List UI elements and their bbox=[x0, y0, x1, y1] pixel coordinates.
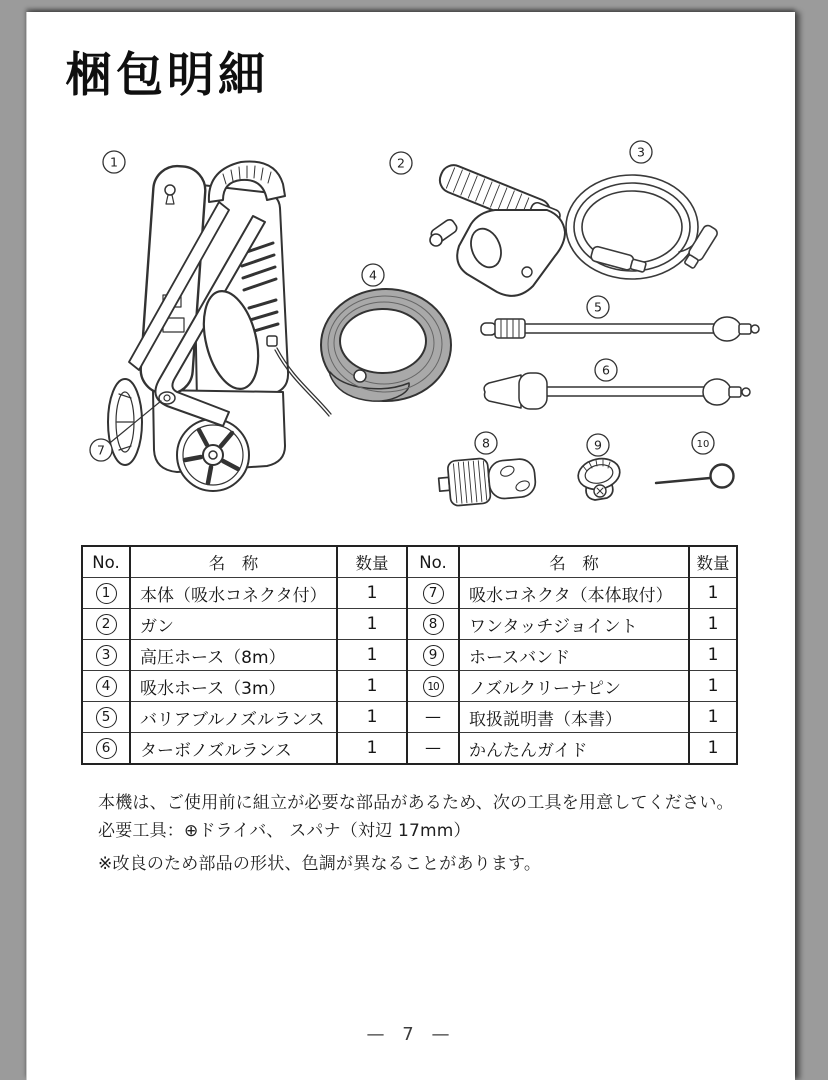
item-number: 1 bbox=[96, 583, 117, 604]
item-name: ノズルクリーナピン bbox=[459, 671, 689, 702]
col-header-name: 名 称 bbox=[130, 546, 337, 578]
item-qty: 1 bbox=[689, 640, 737, 671]
item-number: 5 bbox=[96, 707, 117, 728]
item-name: バリアブルノズルランス bbox=[130, 702, 337, 733]
item-number: 9 bbox=[423, 645, 444, 666]
cleaner-pin-drawing bbox=[656, 465, 734, 488]
manual-page bbox=[26, 12, 795, 1080]
item-qty: 1 bbox=[337, 733, 407, 765]
hose-band-drawing bbox=[575, 455, 622, 500]
callout-7 bbox=[90, 439, 112, 461]
table-row bbox=[82, 640, 737, 671]
high-pressure-hose-drawing bbox=[566, 175, 719, 279]
svg-text:2: 2 bbox=[397, 155, 405, 171]
table-row bbox=[82, 609, 737, 640]
item-number: — bbox=[425, 707, 441, 726]
item-qty: 1 bbox=[337, 640, 407, 671]
item-number: — bbox=[425, 738, 441, 757]
callout-5 bbox=[587, 296, 609, 318]
svg-text:9: 9 bbox=[594, 437, 602, 453]
item-qty: 1 bbox=[337, 671, 407, 702]
packing-illustration bbox=[27, 140, 795, 532]
callout-10 bbox=[692, 432, 714, 454]
item-number: 3 bbox=[96, 645, 117, 666]
col-header-no: No. bbox=[407, 546, 459, 578]
col-header-qty: 数量 bbox=[337, 546, 407, 578]
table-row bbox=[82, 733, 737, 765]
item-name: 吸水ホース（3m） bbox=[130, 671, 337, 702]
svg-text:4: 4 bbox=[369, 267, 377, 283]
callout-6 bbox=[595, 359, 617, 381]
item-name: かんたんガイド bbox=[459, 733, 689, 765]
note-line: ※改良のため部品の形状、色調が異なることがあります。 bbox=[98, 854, 542, 874]
svg-text:5: 5 bbox=[594, 299, 602, 315]
variable-lance-drawing bbox=[481, 317, 759, 341]
table-header-row bbox=[82, 546, 737, 578]
svg-text:7: 7 bbox=[97, 442, 105, 458]
page-number: — 7 — bbox=[366, 1024, 456, 1045]
turbo-lance-drawing bbox=[484, 373, 750, 409]
item-number: 7 bbox=[423, 583, 444, 604]
item-qty: 1 bbox=[689, 733, 737, 765]
item-qty: 1 bbox=[337, 702, 407, 733]
svg-text:8: 8 bbox=[482, 435, 490, 451]
item-number: 8 bbox=[423, 614, 444, 635]
item-qty: 1 bbox=[689, 578, 737, 609]
item-name: 本体（吸水コネクタ付） bbox=[130, 578, 337, 609]
packing-illustration-svg bbox=[27, 140, 795, 532]
item-name: ワンタッチジョイント bbox=[459, 609, 689, 640]
col-header-qty: 数量 bbox=[689, 546, 737, 578]
item-qty: 1 bbox=[689, 702, 737, 733]
page-title: 梱包明細 bbox=[65, 48, 269, 103]
table-row bbox=[82, 671, 737, 702]
parts-table bbox=[81, 545, 738, 765]
item-qty: 1 bbox=[337, 609, 407, 640]
item-name: 高圧ホース（8m） bbox=[130, 640, 337, 671]
item-name: ホースバンド bbox=[459, 640, 689, 671]
item-qty: 1 bbox=[689, 609, 737, 640]
item-name: ガン bbox=[130, 609, 337, 640]
assembly-notes bbox=[98, 789, 734, 878]
callout-2 bbox=[390, 152, 412, 174]
one-touch-joint-drawing bbox=[437, 454, 537, 507]
callout-1 bbox=[103, 151, 125, 173]
main-unit-drawing bbox=[108, 161, 331, 491]
item-number: 4 bbox=[96, 676, 117, 697]
svg-text:1: 1 bbox=[110, 154, 118, 170]
svg-text:3: 3 bbox=[637, 144, 645, 160]
col-header-no: No. bbox=[82, 546, 130, 578]
callout-3 bbox=[630, 141, 652, 163]
callout-4 bbox=[362, 264, 384, 286]
table-row bbox=[82, 702, 737, 733]
item-number: 2 bbox=[96, 614, 117, 635]
callout-8 bbox=[475, 432, 497, 454]
svg-text:10: 10 bbox=[696, 439, 710, 450]
item-qty: 1 bbox=[689, 671, 737, 702]
note-line: 本機は、ご使用前に組立が必要な部品があるため、次の工具を用意してください。 bbox=[98, 793, 734, 813]
item-qty: 1 bbox=[337, 578, 407, 609]
gun-drawing bbox=[429, 161, 565, 296]
svg-text:6: 6 bbox=[602, 362, 610, 378]
suction-hose-drawing bbox=[321, 289, 451, 401]
item-name: ターボノズルランス bbox=[130, 733, 337, 765]
item-name: 取扱説明書（本書） bbox=[459, 702, 689, 733]
col-header-name: 名 称 bbox=[459, 546, 689, 578]
item-number: 10 bbox=[423, 676, 444, 697]
item-number: 6 bbox=[96, 738, 117, 759]
callout-9 bbox=[587, 434, 609, 456]
note-line: 必要工具：⊕ドライバ、 スパナ（対辺 17mm） bbox=[98, 821, 471, 841]
item-name: 吸水コネクタ（本体取付） bbox=[459, 578, 689, 609]
table-row bbox=[82, 578, 737, 609]
